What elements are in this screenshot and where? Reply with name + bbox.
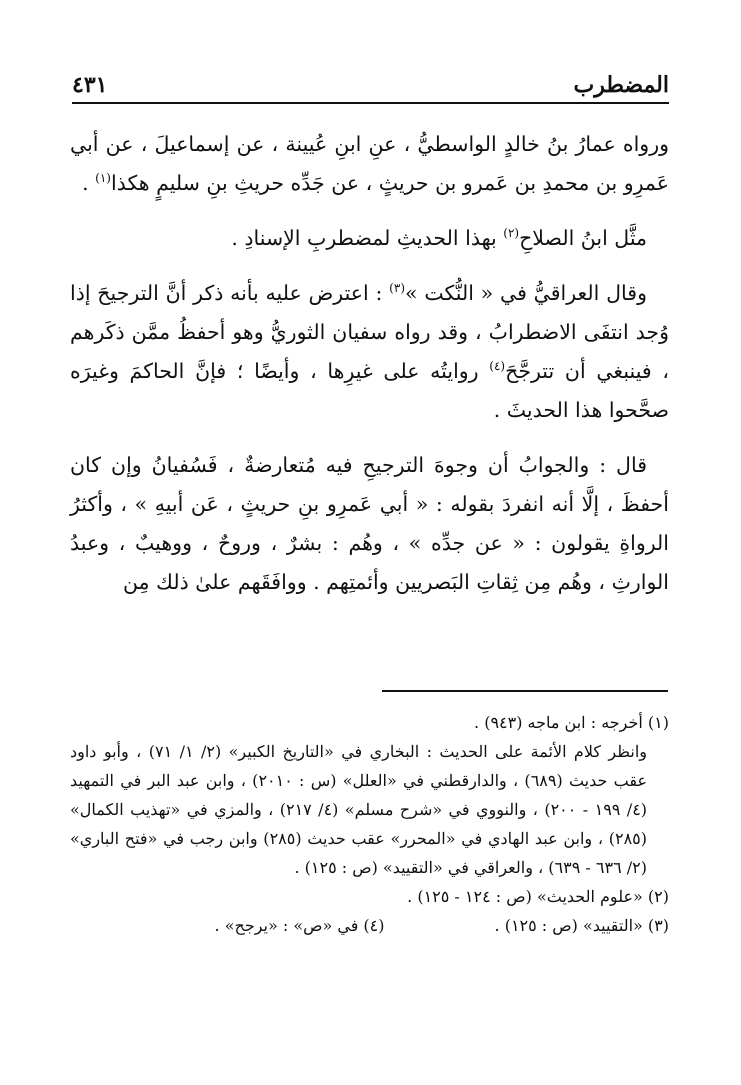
paragraph-2-tail: بهذا الحديثِ لمضطربِ الإسنادِ . bbox=[231, 226, 504, 250]
paragraph-3-mid: : اعترض عليه بأنه ذكر أنَّ الترجيحَ إذا وُجد انتفَى الاضطرابُ ، وقد رواه سفيان الثوريُّ وهو أحفظُ ممَّن ذكَرهم ، فينبغي أن تترجَّحَ bbox=[70, 281, 669, 383]
page-number: ٤٣١ bbox=[72, 72, 108, 98]
paragraph-1 bbox=[70, 125, 669, 203]
paragraph-1-tail: . bbox=[82, 171, 96, 195]
footnote-ref-4[interactable]: (٤) bbox=[489, 359, 506, 374]
footnote-row-3-4 bbox=[70, 911, 669, 940]
main-text bbox=[70, 125, 669, 618]
paragraph-2 bbox=[70, 219, 669, 258]
paragraph-3 bbox=[70, 274, 669, 430]
paragraph-1-text: ورواه عمارُ بنُ خالدٍ الواسطيُّ ، عنِ ابنِ عُيينة ، عن إسماعيلَ ، عن أبي عَمرِو بن محمدِ بن عَمرو بن حريثٍ ، عن جَدِّه حريثِ بنِ سليمٍ هكذا bbox=[70, 132, 669, 195]
footnote-divider bbox=[382, 690, 668, 692]
footnote-1-continuation: وانظر كلام الأئمة على الحديث : البخاري في «التاريخ الكبير» (٢/ ١/ ٧١) ، وأبو داود عقب حديث (٦٨٩) ، والدارقطني في «العلل» (س : ٢٠١٠) ، وابن عبد البر في التمهيد (٤/ ١٩٩ - ٢٠٠) ، والنووي في «شرح مسلم» (٤/ ٢١٧) ، والمزي في «تهذيب الكمال» (٢٨٥) ، وابن عبد الهادي في «المحرر» عقب حديث (٢٨٥) وابن رجب في «فتح الباري» (٢/ ٦٣٦ - ٦٣٩) ، والعراقي في «التقييد» (ص : ١٢٥) . bbox=[70, 742, 648, 877]
page-header bbox=[72, 62, 669, 104]
footnote-ref-3[interactable]: (٣) bbox=[389, 281, 405, 296]
footnote-4: (٤) في «ص» : «يرجح» . bbox=[214, 916, 385, 935]
footnote-ref-2[interactable]: (٢) bbox=[503, 226, 520, 241]
footnotes bbox=[70, 708, 669, 940]
paragraph-4 bbox=[70, 446, 669, 602]
footnote-3: (٣) «التقييد» (ص : ١٢٥) . bbox=[494, 916, 669, 935]
running-title: المضطرب bbox=[573, 72, 669, 98]
paragraph-3-text: وقال العراقيُّ في « النُّكت » bbox=[405, 281, 647, 305]
paragraph-3-tail: روايتُه على غيرِها ، وأيضًا ؛ فإنَّ الحاكمَ وغيرَه صحَّحوا هذا الحديثَ . bbox=[70, 359, 669, 422]
footnote-ref-1[interactable]: (١) bbox=[95, 171, 111, 186]
footnote-1: (١) أخرجه : ابن ماجه (٩٤٣) . bbox=[474, 713, 669, 732]
paragraph-4-text: قال : والجوابُ أن وجوهَ الترجيحِ فيه مُتعارضةٌ ، فَسُفيانُ وإن كان أحفظَ ، إلَّا أنه انفردَ بقوله : « أبي عَمرِو بنِ حريثٍ ، عَن أبيهِ » ، وأكثرُ الرواةِ يقولون : « عن جدِّه » ، وهُم : بشرٌ ، وروحٌ ، ووهيبٌ ، وعبدُ الوارثِ ، وهُم مِن ثِقاتِ البَصريين وأئمتِهم . ووافَقَهم علىٰ ذلك مِن bbox=[70, 453, 669, 594]
paragraph-2-text: مثَّل ابنُ الصلاحِ bbox=[519, 226, 647, 250]
footnote-2: (٢) «علوم الحديث» (ص : ١٢٤ - ١٢٥) . bbox=[407, 887, 669, 906]
